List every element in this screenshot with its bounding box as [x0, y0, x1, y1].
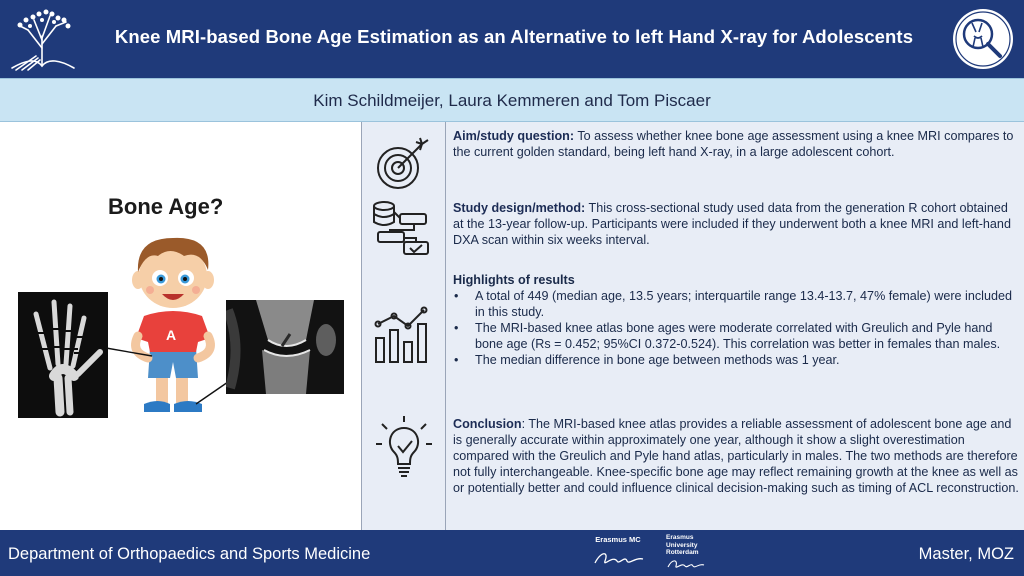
- eur-line-1: Erasmus: [666, 534, 694, 541]
- design-heading: Study design/method:: [453, 201, 586, 215]
- shirt-letter: A: [166, 327, 177, 343]
- hand-xray-image: [18, 292, 108, 418]
- database-flow-icon: [370, 200, 436, 258]
- bone-age-question: Bone Age?: [108, 194, 224, 219]
- knee-magnifier-icon: [948, 6, 1018, 72]
- conclusion-text: : The MRI-based knee atlas provides a reliable assessment of adolescent bone age and is generally accurate within approximately one year, although it show a slight overestimation compared with the Greulich and Pyle hand atlas, particularly in males. The two methods are therefore not fully interchangeable. Knee-specific bone age may reflect remaining growth at the knee as well as or potentially better and could influence clinical decision-making such as timing of ACL reconstruction.: [453, 417, 1019, 495]
- conclusion-heading: Conclusion: [453, 417, 522, 431]
- icon-column: [362, 122, 446, 530]
- content-panel: [446, 122, 1024, 530]
- lightbulb-icon: [374, 414, 434, 482]
- erasmus-mc-text: Erasmus MC: [595, 535, 641, 544]
- aim-text: To assess whether knee bone age assessment using a knee MRI compares to the current golden standard, being left hand X-ray, in a large adolescent cohort.: [453, 129, 1014, 159]
- department-label: Department of Orthopaedics and Sports Medicine: [8, 545, 371, 563]
- list-item: • A total of 449 (median age, 13.5 years; interquartile range 13.4-13.7, 47% female) were included in this study.: [453, 288, 1019, 320]
- eur-line-2: University: [666, 541, 698, 549]
- knee-mri-image: [226, 300, 344, 394]
- list-item: • The median difference in bone age between methods was 1 year.: [453, 352, 1019, 368]
- erasmus-signature-icon: [591, 547, 647, 571]
- aim-heading: Aim/study question:: [453, 129, 575, 143]
- erasmus-university-logo: [666, 534, 726, 576]
- pointer-lines: [100, 342, 240, 412]
- footer-bar: [0, 530, 1024, 576]
- poster-title: Knee MRI-based Bone Age Estimation as an Alternative to left Hand X-ray for Adolescents: [114, 26, 914, 47]
- illustration-panel: [0, 122, 362, 530]
- highlights-list: [453, 288, 1019, 368]
- authors-bar: [0, 78, 1024, 122]
- highlights-section: [453, 272, 1019, 368]
- highlights-heading: Highlights of results: [453, 273, 575, 287]
- header-bar: [0, 0, 1024, 78]
- program-label: Master, MOZ: [918, 545, 1014, 563]
- authors: Kim Schildmeijer, Laura Kemmeren and Tom Piscaer: [313, 91, 711, 110]
- erasmus-mc-logo: [583, 535, 653, 544]
- aim-section: [453, 128, 1019, 160]
- conclusion-section: [453, 416, 1019, 496]
- design-text: This cross-sectional study used data from the generation R cohort obtained at the 13-year follow-up. Participants were included if they underwent both a knee MRI and left-hand DXA scan within six weeks interval.: [453, 201, 1011, 247]
- tree-logo-icon: [6, 6, 80, 72]
- eur-signature-icon: [666, 557, 706, 571]
- eur-line-3: Rotterdam: [666, 549, 699, 556]
- bar-chart-icon: [372, 306, 436, 366]
- design-section: [453, 200, 1019, 248]
- target-icon: [370, 134, 436, 194]
- list-item: • The MRI-based knee atlas bone ages were moderate correlated with Greulich and Pyle hand bone age (Rs = 0.452; 95%CI 0.372-0.524). This correlation was better in females than males.: [453, 320, 1019, 352]
